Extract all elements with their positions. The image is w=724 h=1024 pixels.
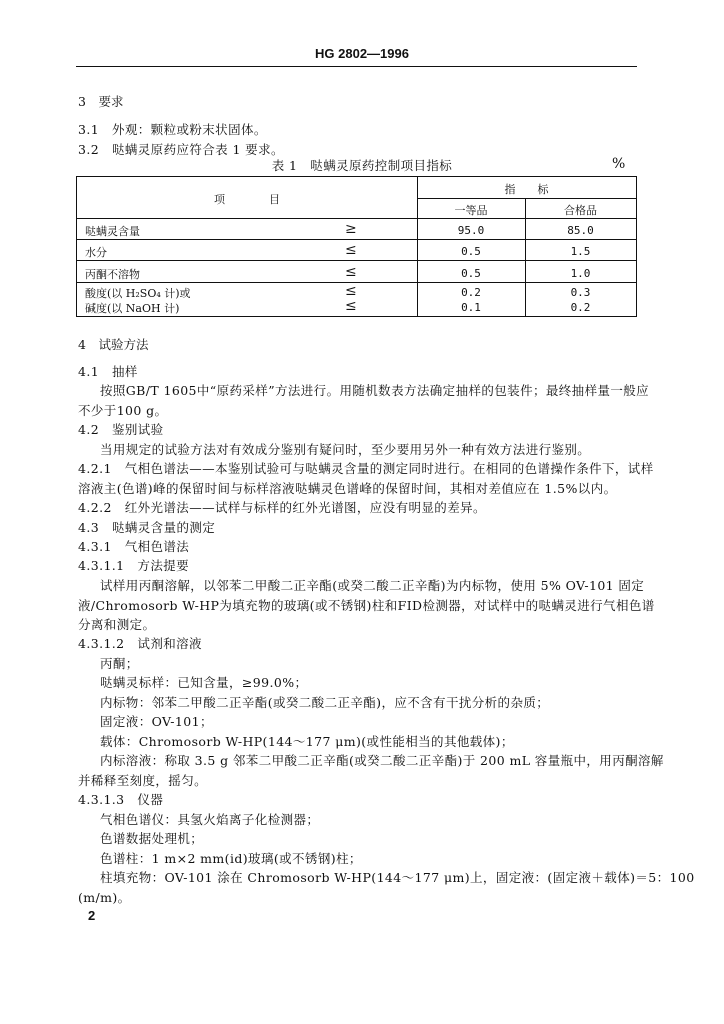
section-3-1: 3.1 外观：颗粒或粉末状固体。 <box>78 122 267 137</box>
page-number: 2 <box>88 908 96 923</box>
instrument-packing-line1: 柱填充物：OV-101 涂在 Chromosorb W-HP(144～177 μm)上，固定液：(固定液＋载体)＝5：100 <box>100 870 695 885</box>
row-water-op: ≤ <box>345 242 357 258</box>
section-3-2: 3.2 哒螨灵原药应符合表 1 要求。 <box>78 142 284 157</box>
row-insoluble-op: ≤ <box>345 264 357 280</box>
row-acidity-item: 酸度(以 H₂SO₄ 计)或 <box>85 287 191 300</box>
row-water-qualified: 1.5 <box>570 245 591 258</box>
qualified-column-header: 合格品 <box>564 204 597 217</box>
paragraph-4-2-1-line1: 4.2.1 气相色谱法——本鉴别试验可与哒螨灵含量的测定同时进行。在相同的色谱操作条件下，试样 <box>78 461 654 476</box>
summary-line3: 分离和测定。 <box>78 617 156 632</box>
row-content-item: 哒螨灵含量 <box>85 225 140 238</box>
row-alkalinity-op: ≤ <box>345 298 357 314</box>
standard-code: HG 2802—1996 <box>315 46 409 61</box>
instrument-data-processor: 色谱数据处理机； <box>100 831 204 846</box>
summary-line1: 试样用丙酮溶解，以邻苯二甲酸二正辛酯(或癸二酸二正辛酯)为内标物，使用 5% OV-101 固定 <box>100 578 645 593</box>
reagent-carrier: 载体：Chromosorb W-HP(144～177 μm)(或性能相当的其他载体)； <box>100 734 514 749</box>
row-alkalinity-qualified: 0.2 <box>570 301 591 314</box>
reagent-stationary-phase: 固定液：OV-101； <box>100 714 213 729</box>
paragraph-4-1-line1: 按照GB/T 1605中“原药采样”方法进行。用随机数表方法确定抽样的包装件；最终抽样量一般应 <box>100 383 650 398</box>
grade1-column-header: 一等品 <box>454 204 488 217</box>
instrument-column: 色谱柱：1 m×2 mm(id)玻璃(或不锈钢)柱； <box>100 851 362 866</box>
section-4-3-1-2-heading: 4.3.1.2 试剂和溶液 <box>78 636 202 651</box>
row-content-op: ≥ <box>345 221 357 237</box>
row-alkalinity-grade1: 0.1 <box>461 301 481 314</box>
instrument-gc: 气相色谱仪：具氢火焰离子化检测器； <box>100 812 320 827</box>
row-content-qualified: 85.0 <box>567 224 594 237</box>
row-acidity-op: ≤ <box>345 283 357 299</box>
paragraph-4-1-line2: 不少于100 g。 <box>78 403 168 418</box>
instrument-packing-line2: (m/m)。 <box>78 890 131 905</box>
row-alkalinity-item: 碱度(以 NaOH 计) <box>85 302 180 315</box>
row-insoluble-item: 丙酮不溶物 <box>85 268 140 281</box>
row-insoluble-grade1: 0.5 <box>461 267 481 280</box>
row-water-item: 水分 <box>85 246 107 259</box>
item-column-header: 项 目 <box>214 193 280 206</box>
section-4-heading: 4 试验方法 <box>78 337 149 352</box>
section-4-2-heading: 4.2 鉴别试验 <box>78 422 164 437</box>
section-4-3-1-heading: 4.3.1 气相色谱法 <box>78 539 190 554</box>
summary-line2: 液/Chromosorb W-HP为填充物的玻璃(或不锈钢)柱和FID检测器，对试样中的哒螨灵进行气相色谱 <box>78 598 655 613</box>
section-4-1-heading: 4.1 抽样 <box>78 364 138 379</box>
paragraph-4-2-1-line2: 溶液主(色谱)峰的保留时间与标样溶液哒螨灵色谱峰的保留时间，其相对差值应在 1.5%以内。 <box>78 481 617 496</box>
spec-table <box>76 176 637 317</box>
reagent-internal-standard: 内标物：邻苯二甲酸二正辛酯(或癸二酸二正辛酯)，应不含有干扰分析的杂质； <box>100 695 550 710</box>
table-caption: 表 1 哒螨灵原药控制项目指标 <box>271 158 453 173</box>
row-acidity-qualified: 0.3 <box>570 286 591 299</box>
reagent-internal-solution-line2: 并稀释至刻度，摇匀。 <box>78 773 208 788</box>
section-4-3-1-1-heading: 4.3.1.1 方法提要 <box>78 558 190 573</box>
index-column-header: 指 标 <box>504 183 549 196</box>
reagent-acetone: 丙酮； <box>100 656 139 671</box>
row-water-grade1: 0.5 <box>461 245 481 258</box>
header-rule <box>76 66 637 67</box>
section-4-3-heading: 4.3 哒螨灵含量的测定 <box>78 520 216 535</box>
reagent-internal-solution-line1: 内标溶液：称取 3.5 g 邻苯二甲酸二正辛酯(或癸二酸二正辛酯)于 200 mL 容量瓶中，用丙酮溶解 <box>100 753 664 768</box>
row-content-grade1: 95.0 <box>457 224 485 237</box>
row-insoluble-qualified: 1.0 <box>570 267 591 280</box>
table-unit: % <box>612 156 626 172</box>
row-acidity-grade1: 0.2 <box>461 286 481 299</box>
section-4-3-1-3-heading: 4.3.1.3 仪器 <box>78 792 164 807</box>
paragraph-4-2: 当用规定的试验方法对有效成分鉴别有疑问时，至少要用另外一种有效方法进行鉴别。 <box>100 442 591 457</box>
paragraph-4-2-2: 4.2.2 红外光谱法——试样与标样的红外光谱图，应没有明显的差异。 <box>78 500 486 515</box>
reagent-standard: 哒螨灵标样：已知含量，≥99.0%； <box>100 675 308 690</box>
section-3-heading: 3 要求 <box>78 94 124 109</box>
